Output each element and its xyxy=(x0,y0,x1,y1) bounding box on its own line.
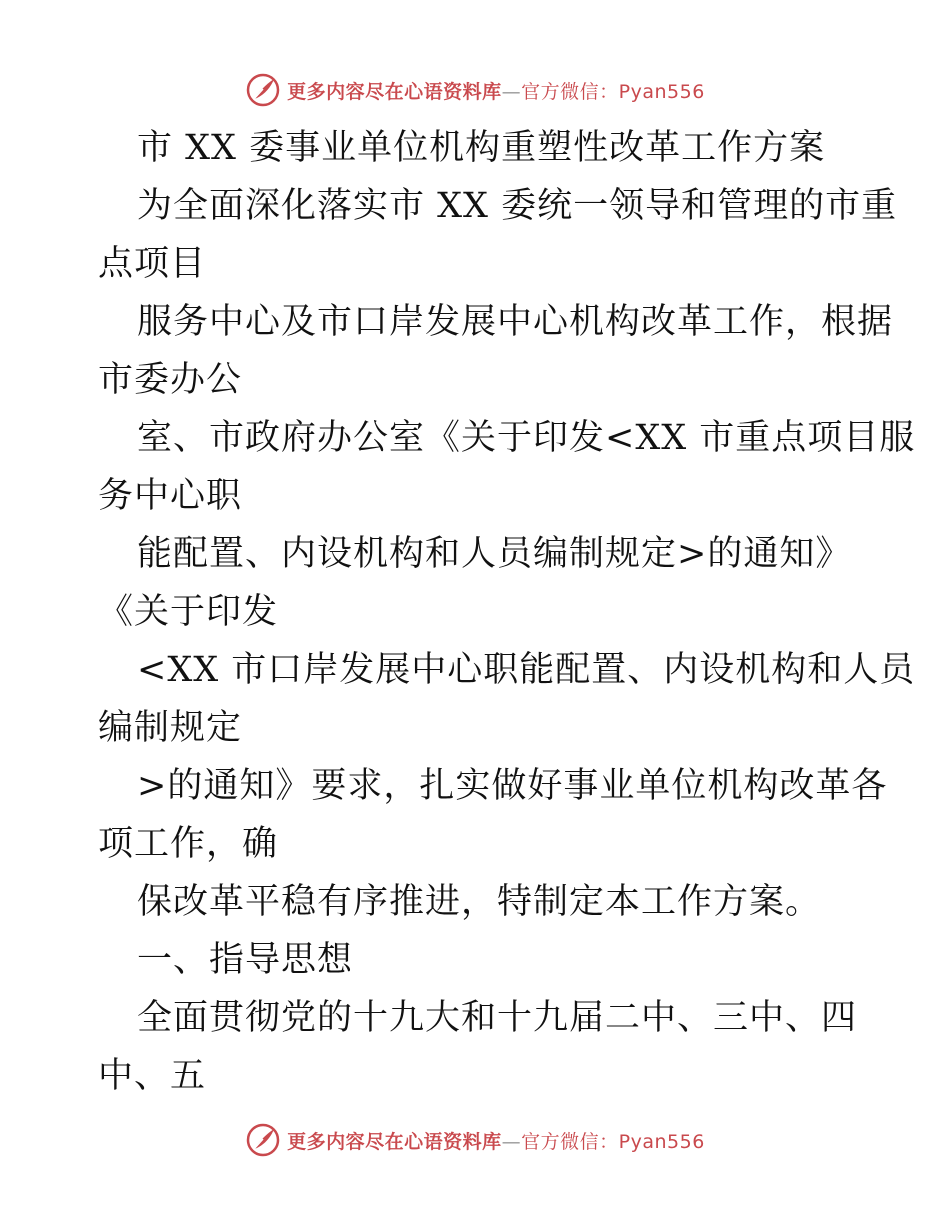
paragraph-line: <XX 市口岸发展中心职能配置、内设机构和人员 xyxy=(137,650,916,690)
paragraph-line: 全面贯彻党的十九大和十九届二中、三中、四 xyxy=(137,998,858,1038)
document-title: 市 XX 委事业单位机构重塑性改革工作方案 xyxy=(137,128,826,168)
paragraph-line: 保改革平稳有序推进，特制定本工作方案。 xyxy=(137,882,822,922)
watermark-main-text: 更多内容尽在心语资料库 xyxy=(287,80,502,103)
paragraph-line: 《关于印发 xyxy=(98,592,279,632)
paragraph-line: 能配置、内设机构和人员编制规定>的通知》 xyxy=(137,534,852,574)
paragraph-line: 市委办公 xyxy=(98,360,243,400)
watermark-contact-text: 官方微信：Pyan556 xyxy=(521,1130,705,1153)
paragraph-line: 为全面深化落实市 XX 委统一领导和管理的市重 xyxy=(137,186,898,226)
paragraph-line: 点项目 xyxy=(98,244,207,284)
watermark-footer xyxy=(0,1120,950,1160)
paragraph-line: 服务中心及市口岸发展中心机构改革工作，根据 xyxy=(137,302,894,342)
watermark-text xyxy=(287,1127,705,1154)
watermark-main-text: 更多内容尽在心语资料库 xyxy=(287,1130,502,1153)
watermark-dash: — xyxy=(501,80,522,103)
watermark-contact-text: 官方微信：Pyan556 xyxy=(521,80,705,103)
watermark-dash: — xyxy=(501,1130,522,1153)
paragraph-line: 室、市政府办公室《关于印发<XX 市重点项目服 xyxy=(137,418,916,458)
paragraph-line: >的通知》要求，扎实做好事业单位机构改革各 xyxy=(137,766,888,806)
section-heading: 一、指导思想 xyxy=(137,940,354,980)
paragraph-line: 务中心职 xyxy=(98,476,243,516)
paragraph-line: 编制规定 xyxy=(98,708,243,748)
paragraph-line: 项工作，确 xyxy=(98,824,279,864)
paragraph-line: 中、五 xyxy=(98,1056,207,1096)
quill-logo-icon xyxy=(245,1122,281,1158)
